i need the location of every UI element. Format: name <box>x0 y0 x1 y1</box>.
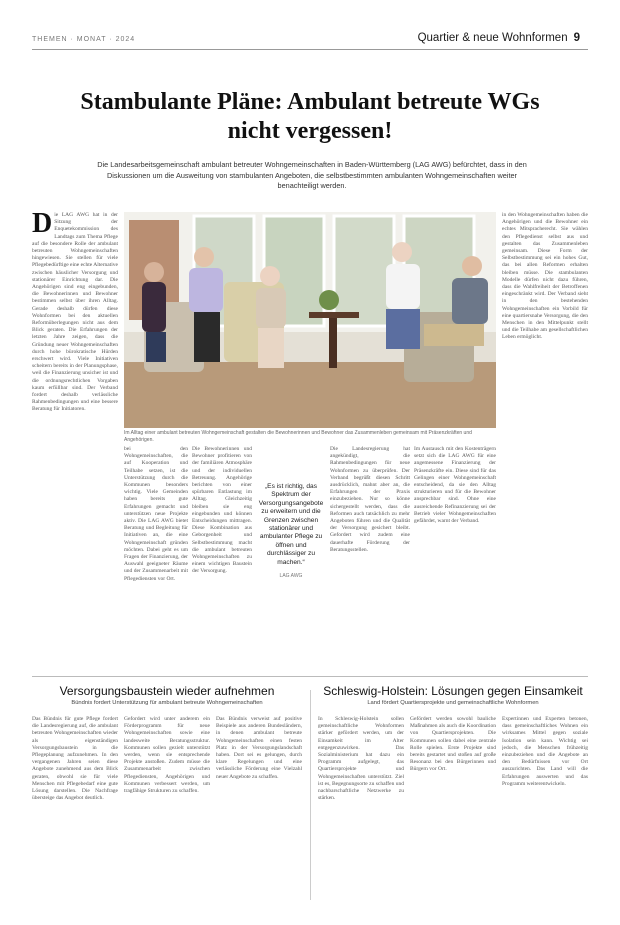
right-article-headline: Schleswig-Holstein: Lösungen gegen Einsamkeit <box>323 684 583 698</box>
left-article-lead: Bündnis fordert Unterstützung für ambulant betreute Wohngemeinschaften <box>71 700 263 706</box>
section-header <box>418 32 580 44</box>
article-column-1-text: ie LAG AWG hat in der Sitzung der Enquetekommission des Landtags zum Thema Pflege auf die besondere Rolle der ambulant betreuten Wohngemeinschaften hingewiesen. Sie stellen für viele Pflegebedürftige eine echte Alternative zwischen häuslicher Versorgung und stationärer Einrichtung dar. Die Angehörigen sind eng eingebunden, die Bewohnerinnen und Bewohner bestimmen selbst über ihren Alltag. Gerade deshalb dürfen diese Wohnformen bei den aktuellen Reformüberlegungen nicht aus dem Blick geraten. Die Erfahrungen der letzten Jahre zeigen, dass die Gründung neuer Wohngemeinschaften durch hohe bürokratische Hürden erschwert wird. Viele Initiativen scheitern bereits in der Planungsphase, weil die Finanzierung unsicher ist und die ordnungsrechtlichen Vorgaben kaum erfüllbar sind. Der Verband fordert deshalb verlässliche Rahmenbedingungen und eine bessere Beratung für Initiatoren. <box>32 212 118 413</box>
left-article-column-3: Das Bündnis verweist auf positive Beispiele aus anderen Bundesländern, in denen ambulant betreute Wohngemeinschaften einen festen Platz in der Versorgungslandschaft haben. Dort sei es gelungen, durch klare Regelungen und eine verlässliche Förderung eine Vielzahl neuer Angebote zu schaffen. <box>216 716 302 780</box>
left-article-column-1: Das Bündnis für gute Pflege fordert die Landesregierung auf, die ambulant betreuten Wohngemeinschaften wieder als eigenständigen Versorgungsbaustein in die Pflegeplanung aufzunehmen. In den vergangenen Jahren seien diese Angebote zunehmend aus dem Blick geraten, obwohl sie für viele Menschen mit Pflegebedarf eine gute Lösung darstellen. Die Nachfrage übersteige das Angebot deutlich. <box>32 716 118 802</box>
page-number: 9 <box>573 32 580 44</box>
article-column-2: bei den Wohngemeinschaften, die auf Kooperation und Teilhabe setzen, ist die Unterstützung durch die Kommunen besonders wichtig. Viele Gemeinden haben bereits gute Erfahrungen gemacht und unterstützen neue Projekte aktiv. Die LAG AWG bietet Beratung und Begleitung für Initiativen an, die eine Wohngemeinschaft gründen möchten. Dabei geht es um Fragen der Finanzierung, der Auswahl geeigneter Räume und der Zusammenarbeit mit Pflegediensten vor Ort. <box>124 446 188 582</box>
article-column-5: Im Austausch mit den Kostenträgern setzt sich die LAG AWG für eine angemessene Finanzierung der Präsenzkräfte ein. Diese sind für das Gelingen einer Wohngemeinschaft entscheidend, da sie den Alltag strukturieren und für die Bewohner ansprechbar sind. Ohne eine ausreichende Refinanzierung sei der Betrieb vieler Wohngemeinschaften gefährdet, warnt der Verband. <box>414 446 496 525</box>
pull-quote-text: „Es ist richtig, das Spektrum der Versorgungsangebote zu erweitern und die Grenzen zwischen stationärer und ambulanter Pflege zu öffnen und durchlässiger zu machen.“ <box>258 483 324 566</box>
right-article-column-1: In Schleswig-Holstein sollen gemeinschaftliche Wohnformen stärker gefördert werden, um der Einsamkeit im Alter entgegenzuwirken. Das Sozialministerium hat dazu ein Programm aufgelegt, das Quartiersprojekte und Wohngemeinschaften unterstützt. Ziel ist es, Begegnungsorte zu schaffen und nachbarschaftliche Netzwerke zu stärken. <box>318 716 404 802</box>
article-column-3: Die Bewohnerinnen und Bewohner profitieren von der familiären Atmosphäre und der individuellen Betreuung. Angehörige berichten von einer spürbaren Entlastung im Alltag. Gleichzeitig bleiben sie eng eingebunden und können Entscheidungen mittragen. Diese Kombination aus Geborgenheit und Selbstbestimmung macht die ambulant betreuten Wohngemeinschaften zu einem wichtigen Baustein der Versorgung. <box>192 446 252 575</box>
header-issue-label: THEMEN · MONAT · 2024 <box>32 36 136 43</box>
drop-cap: D <box>32 212 53 239</box>
left-article-headline: Versorgungsbaustein wieder aufnehmen <box>59 684 275 698</box>
header-divider <box>32 49 588 50</box>
photo-caption: Im Alltag einer ambulant betreuten Wohngemeinschaft gestalten die Bewohnerinnen und Bewohner das Zusammenleben gemeinsam mit Präsenzkräften und Angehörigen. <box>124 430 472 443</box>
article-photo <box>124 212 496 428</box>
section-divider <box>32 676 588 677</box>
article-column-right: in den Wohngemeinschaften haben die Angehörigen und die Bewohner ein echtes Mitspracherecht. Sie wählen den Pflegedienst selbst aus und gestalten das Zusammenleben gemeinsam. Diese Form der Selbstbestimmung sei ein hohes Gut, das bei allen Reformen erhalten bleiben müsse. Die stambulanten Modelle dürfen nicht dazu führen, dass die Wahlfreiheit der Betroffenen eingeschränkt wird. Der Verband sieht in den bestehenden Wohngemeinschaften ein Vorbild für eine quartiersnahe Versorgung, die den Menschen in den Mittelpunkt stellt und die Teilhabe am gesellschaftlichen Leben ermöglicht. <box>502 212 588 341</box>
article-lead: Die Landesarbeitsgemeinschaft ambulant betreuter Wohngemeinschaften in Baden-Württemberg (LAG AWG) befürchtet, dass in den Diskussionen um die Ausweitung von stambulanten Angeboten, die selbstbestimmten ambulanten Wohngemeinschaften weiter benachteiligt werden. <box>97 160 527 190</box>
article-column-1 <box>32 212 118 667</box>
section-title: Quartier & neue Wohnformen <box>417 32 568 44</box>
column-divider <box>310 690 311 900</box>
article-column-4: Die Landesregierung hat angekündigt, die Rahmenbedingungen für neue Wohnformen zu überprüfen. Der Verband begrüßt diesen Schritt ausdrücklich, mahnt aber an, die Erfahrungen der Praxis einzubeziehen. Nur so könne sichergestellt werden, dass die Reformen auch tatsächlich zu mehr Angeboten führen und die Qualität der Versorgung gesichert bleibt. Gefordert wird zudem eine dauerhafte Förderung der Beratungsstellen. <box>330 446 410 553</box>
left-article-column-2: Gefordert wird unter anderem ein Förderprogramm für neue Wohngemeinschaften sowie eine landesweite Beratungsstruktur. Kommunen sollen gezielt unterstützt werden, wenn sie entsprechende Projekte anstoßen. Zudem müsse die Zusammenarbeit zwischen Pflegediensten, Angehörigen und Kommunen verbessert werden, um tragfähige Strukturen zu schaffen. <box>124 716 210 795</box>
right-article-column-2: Gefördert werden sowohl bauliche Maßnahmen als auch die Koordination von Quartiersprojekten. Die Kommunen sollen dabei eine zentrale Rolle spielen. Erste Projekte sind bereits gestartet und stoßen auf große Resonanz bei den Bürgerinnen und Bürgern vor Ort. <box>410 716 496 773</box>
right-article-lead: Land fördert Quartiersprojekte und gemeinschaftliche Wohnformen <box>367 700 539 706</box>
pull-quote <box>256 483 326 580</box>
article-headline: Stambulante Pläne: Ambulant betreute WGs nicht vergessen! <box>80 89 540 144</box>
right-article-column-3: Expertinnen und Experten betonen, dass gemeinschaftliches Wohnen ein wirksames Mittel gegen soziale Isolation sein kann. Wichtig sei jedoch, die Menschen frühzeitig einzubeziehen und die Angebote an den Bedürfnissen vor Ort auszurichten. Das Land will die Erfahrungen auswerten und das Programm weiterentwickeln. <box>502 716 588 787</box>
pull-quote-author: LAG AWG <box>279 573 303 580</box>
photo-illustration <box>124 212 496 428</box>
